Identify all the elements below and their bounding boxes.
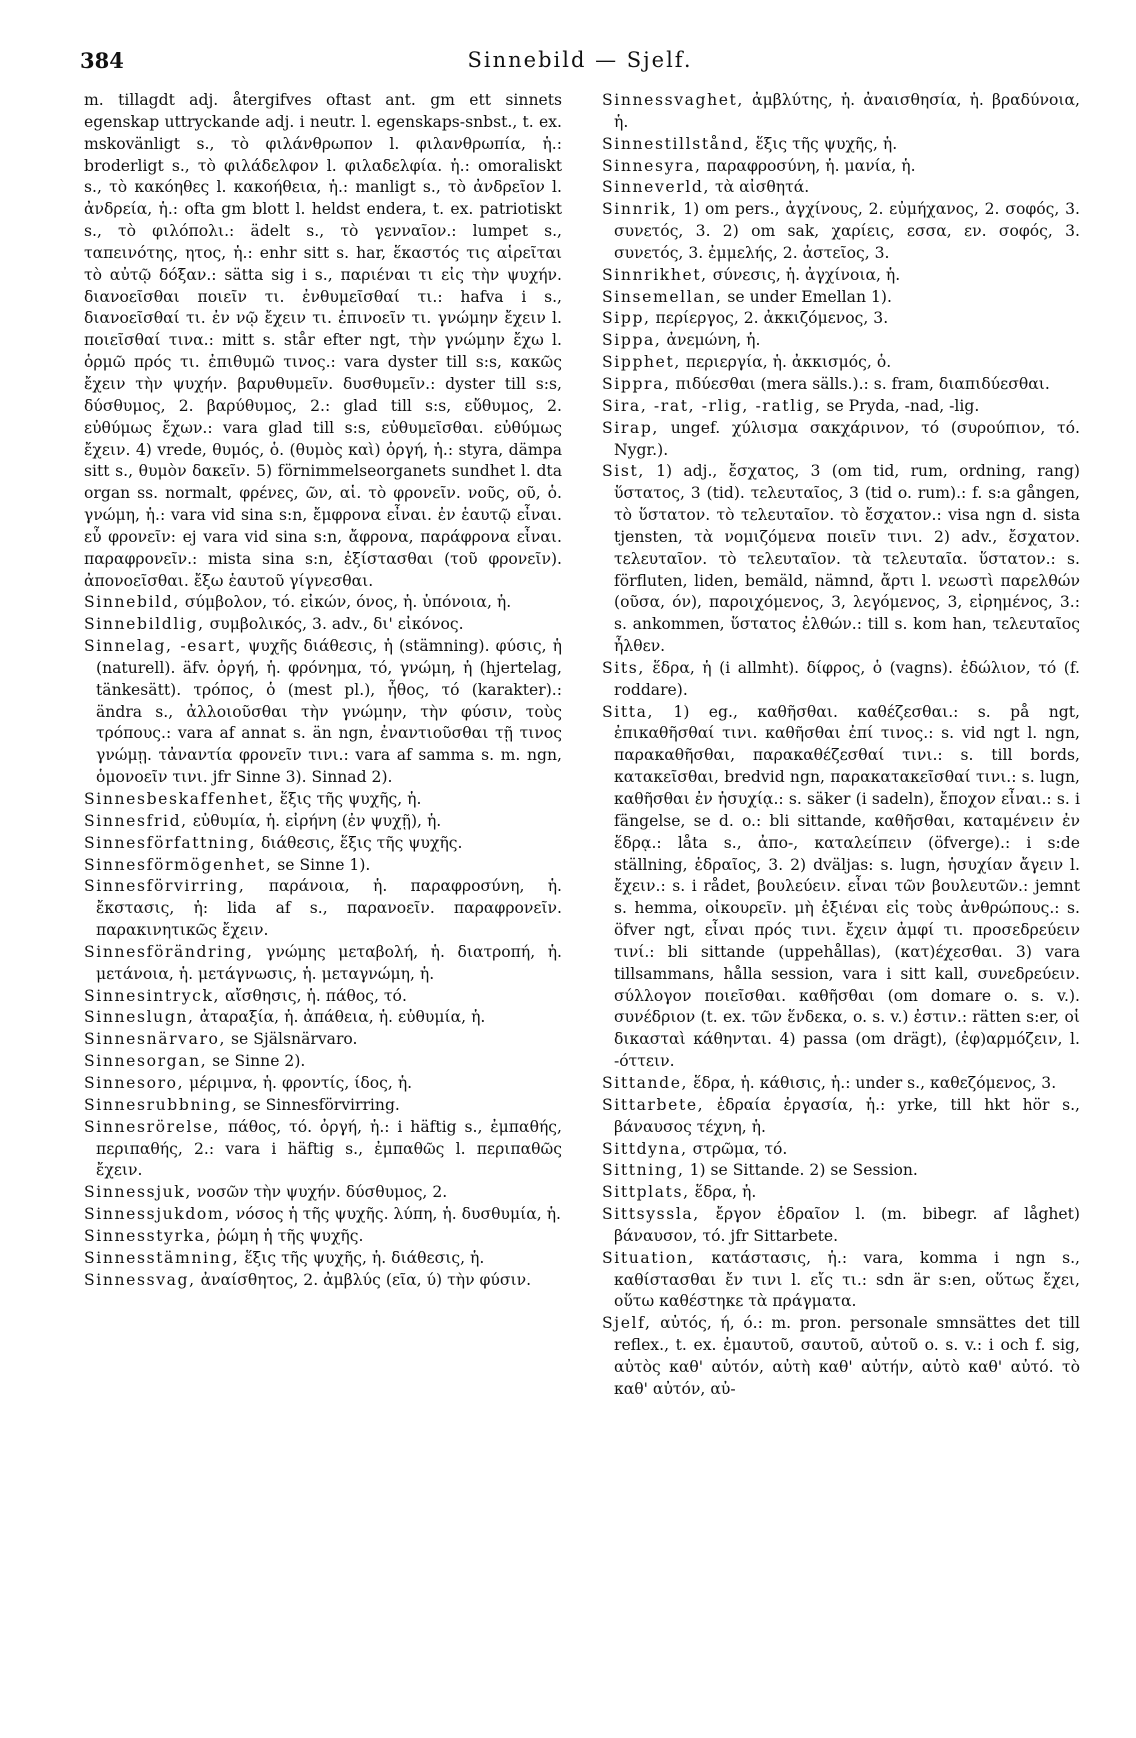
entry-headword: Sinnelag, -esart, xyxy=(84,637,243,656)
entry-definition: 1) eg., καθῆσθαι. καθέζεσθαι.: s. på ngt, ἐπικαθῆσθαί τινι. καθῆσθαι ἐπί τινος.: s. vid ngt l. ngn, παρακαθῆσθαι, παρακαθέζεσθαί τινι.: s. till bords, κατακεῖσθαι, bredvid ngn, παρακατακεῖσθαί τινι.: s. lugn, καθῆσθαι ἐν ἡσυχίᾳ.: s. säker (i sadeln), ἔποχον εἶναι.: s. i fängelse, se d. o.: bli sittande, καθῆσθαι, καταμένειν ἐν ἕδρᾳ.: låta s., ἀπο-, καταλείπειν (öfverge).: i s:de ställning, ἑδραῖος, 3. 2) dväljas: s. lugn, ἡσυχίαν ἄγειν l. ἔχειν.: s. i rådet, βουλεύειν. εἶναι τῶν βουλευτῶν.: jemnt s. hemma, οἰκουρεῖν. μὴ ἐξιέναι εἰς τοὺς ἀνθρώπους.: s. öfver ngt, εἶναι πρός τινι. ἔχειν ἀμφί τι. προσεδρεύειν τινί.: bli sittande (uppehållas), (κατ)έχεσθαι. 3) vara tillsammans, hålla session, vara i sitt kall, συνεδρεύειν. σύλλογον ποιεῖσθαι. καθῆσθαι (om domare o. s. v.). συνέδριον (t. ex. τῶν ἕνδεκα, o. s. v.) ἐστιν.: rätten s:er, οἱ δικασταὶ κάθηνται. 4) passa (om drägt), (ἐφ)αρμόζειν, l. -όττειν. xyxy=(614,702,1080,1071)
entry-headword: Sippa, xyxy=(602,331,662,350)
entry-headword: Sinnesförändring, xyxy=(84,942,254,961)
entry-headword: Sitta, xyxy=(602,702,655,721)
entry-headword: Sinnrikhet, xyxy=(602,265,708,284)
entry-headword: Sittplats, xyxy=(602,1183,690,1202)
entry-headword: Sinnessjukdom, xyxy=(84,1205,231,1224)
entry-definition: se under Emellan 1). xyxy=(722,287,892,306)
dictionary-entry xyxy=(602,177,1080,199)
dictionary-entry xyxy=(84,592,562,614)
entry-headword: Sinnesrubbning, xyxy=(84,1095,239,1114)
entry-headword: Sjelf, xyxy=(602,1314,652,1333)
dictionary-entry xyxy=(602,396,1080,418)
dictionary-entry xyxy=(84,1095,562,1117)
entry-definition: se Sinne 2). xyxy=(207,1052,306,1071)
entry-definition: 1) om pers., ἀγχίνους, 2. εὐμήχανος, 2. σοφός, 3. συνετός, 3. 2) om sak, χαρίεις, εσσα, εν. σοφός, 3. συνετός, 3. ἐμμελής, 2. ἀστεῖος, 3. xyxy=(614,200,1080,262)
entry-definition: ἑδραία ἐργασία, ἡ.: yrke, till hkt hör s., βάναυσος τέχνη, ἡ. xyxy=(614,1095,1080,1136)
entry-definition: se Pryda, -nad, -lig. xyxy=(821,396,980,415)
entry-headword: Sittsyssla, xyxy=(602,1205,700,1224)
dictionary-entry xyxy=(84,1204,562,1226)
dictionary-entry xyxy=(84,90,562,592)
dictionary-entry xyxy=(602,90,1080,134)
entry-headword: Sinnesförfattning, xyxy=(84,833,257,852)
entry-headword: Sinnesorgan, xyxy=(84,1052,208,1071)
entry-definition: μέριμνα, ἡ. φροντίς, ίδος, ἡ. xyxy=(184,1073,413,1092)
entry-definition: ungef. χύλισμα σακχάρινον, τό (συρούπιον, τό. Nygr.). xyxy=(614,418,1080,459)
page-header xyxy=(80,48,1080,78)
entry-definition: πιδύεσθαι (mera sälls.).: s. fram, διαπιδύεσθαι. xyxy=(670,374,1050,393)
entry-headword: Sinnesoro, xyxy=(84,1073,185,1092)
dictionary-entry xyxy=(84,636,562,789)
dictionary-entry xyxy=(602,1204,1080,1248)
dictionary-entry xyxy=(602,265,1080,287)
entry-definition: τὰ αἰσθητά. xyxy=(710,178,810,197)
entry-definition: παραφροσύνη, ἡ. μανία, ἡ. xyxy=(701,156,916,175)
entry-headword: Sinnesrörelse, xyxy=(84,1117,221,1136)
entry-definition: 1) se Sittande. 2) se Session. xyxy=(684,1161,918,1180)
entry-headword: Sinnesyra, xyxy=(602,156,702,175)
entry-headword: Sinnesbeskaffenhet, xyxy=(84,790,275,808)
entry-definition: ἕξις τῆς ψυχῆς, ἡ. διάθεσις, ἡ. xyxy=(239,1248,485,1267)
entry-definition: σύνεσις, ἡ. ἀγχίνοια, ἡ. xyxy=(707,265,901,284)
dictionary-entry xyxy=(602,1182,1080,1204)
entry-definition: se Sinne 1). xyxy=(272,855,371,874)
dictionary-entry xyxy=(602,418,1080,462)
dictionary-columns xyxy=(84,90,1080,1700)
entry-definition: se Sinnesförvirring. xyxy=(238,1095,400,1114)
dictionary-entry xyxy=(84,986,562,1008)
dictionary-entry xyxy=(84,1029,562,1051)
left-column xyxy=(84,90,562,1700)
entry-headword: Sinnesstyrka, xyxy=(84,1226,213,1245)
dictionary-entry xyxy=(84,1007,562,1029)
entry-definition: πάθος, τό. ὀργή, ἡ.: i häftig s., ἐμπαθής, περιπαθής, 2.: vara i häftig s., ἐμπαθῶς l. περιπαθῶς ἔχειν. xyxy=(96,1117,562,1180)
entry-definition: ἀνεμώνη, ἡ. xyxy=(661,331,761,350)
entry-definition: ἀμβλύτης, ἡ. ἀναισθησία, ἡ. βραδύνοια, ἡ. xyxy=(614,91,1080,131)
entry-headword: Sittning, xyxy=(602,1161,685,1180)
dictionary-entry xyxy=(602,199,1080,265)
entry-definition: κατάστασις, ἡ.: vara, komma i ngn s., καθίστασθαι ἔν τινι l. εἴς τι.: sdn är s:en, οὕτως ἔχει, οὕτω καθέστηκε τὰ πράγματα. xyxy=(614,1248,1080,1311)
entry-headword: Sinnesfrid, xyxy=(84,811,188,830)
entry-definition: γνώμης μεταβολή, ἡ. διατροπή, ἡ. μετάνοια, ἡ. μετάγνωσις, ἡ. μεταγνώμη, ἡ. xyxy=(96,942,562,983)
entry-definition: ἀναίσθητος, 2. ἀμβλύς (εῖα, ύ) τὴν φύσιν. xyxy=(195,1270,532,1289)
entry-definition: στρῶμα, τό. xyxy=(687,1139,788,1158)
dictionary-entry xyxy=(84,1182,562,1204)
dictionary-entry xyxy=(84,811,562,833)
dictionary-entry xyxy=(602,1248,1080,1314)
entry-definition: m. tillagdt adj. återgifves oftast ant. gm ett sinnets egenskap uttryckande adj. i neutr. l. egenskaps-snbst., t. ex. mskovänligt s., τὸ φιλάνθρωπον l. φιλανθρωπία, ἡ.: broderligt s., τὸ φιλάδελφον l. φιλαδελφία. ἡ.: omoraliskt s., τὸ κακόηθες l. κακοήθεια, ἡ.: manligt s., τὸ ἀνδρεῖον l. ἀνδρεία, ἡ.: ofta gm blott l. heldst endera, t. ex. patriotiskt s., τὸ φιλόπολι.: ädelt s., τὸ γενναῖον.: lumpet s., ταπεινότης, ητος, ἡ.: enhr sitt s. har, ἕκαστός τις αἱρεῖται τὸ αὐτῷ δόξαν.: sätta sig i s., παριέναι τι εἰς τὴν ψυχήν. διανοεῖσθαι ποιεῖν τι. ἐνθυμεῖσθαί τι.: hafva i s., διανοεῖσθαί τι. ἐν νῷ ἔχειν τι. ἐπινοεῖν τι. γνώμην ἔχειν l. ποιεῖσθαί τινα.: mitt s. står efter ngt, τὴν γνώμην ἔχω l. ὁρμῶ πρός τι. ἐπιθυμῶ τινος.: vara dyster till s:s, κακῶς ἔχειν τὴν ψυχήν. βαρυθυμεῖν. δυσθυμεῖν.: dyster till s:s, δύσθυμος, 2. βαρύθυμος, 2.: glad till s:s, εὔθυμος, 2. εὐθύμως ἔχων.: vara glad till s:s, εὐθυμεῖσθαι. εὐθύμως ἔχειν. 4) vrede, θυμός, ὁ. (θυμὸς καὶ) ὀργή, ἡ.: styra, dämpa sitt s., θυμὸν δακεῖν. 5) förnimmelseorganets sundhet l. dta organ ss. normalt, φρένες, ῶν, αἱ. τὸ φρονεῖν. νοῦς, οῦ, ὁ. γνώμη, ἡ.: vara vid sina s:n, ἔμφρονα εἶναι. ἐν ἑαυτῷ εἶναι. εὖ φρονεῖν: ej vara vid sina s:n, ἄφρονα, παράφρονα εἶναι. παραφρονεῖν.: mista sina s:n, ἐξίστασθαι (τοῦ φρονεῖν). ἀπονοεῖσθαι. ἔξω ἑαυτοῦ γίγνεσθαι. xyxy=(84,91,562,590)
entry-headword: Sinnessjuk, xyxy=(84,1183,192,1202)
entry-definition: ἕδρα, ἡ. xyxy=(689,1183,757,1202)
dictionary-entry xyxy=(84,942,562,986)
entry-definition: αὐτός, ή, ό.: m. pron. personale smnsättes det till reflex., t. ex. ἐμαυτοῦ, σαυτοῦ, αὐτοῦ o. s. v.: i och f. sig, αὐτὸς καθ' αὐτόν, αὐτὴ καθ' αὐτήν, αὐτὸ καθ' αὐτό. τὸ καθ' αὐτόν, αὐ- xyxy=(614,1314,1080,1398)
dictionary-entry xyxy=(84,833,562,855)
entry-definition: ἕξις τῆς ψυχῆς, ἡ. xyxy=(274,790,422,808)
entry-headword: Sinnrik, xyxy=(602,200,678,219)
entry-headword: Sinnebildlig, xyxy=(84,615,205,634)
dictionary-entry xyxy=(602,352,1080,374)
entry-definition: ἔργον ἑδραῖον l. (m. bibegr. af låghet) βάναυσον, τό. jfr Sittarbete. xyxy=(614,1205,1080,1245)
entry-definition: διάθεσις, ἕξις τῆς ψυχῆς. xyxy=(256,833,463,852)
entry-definition: συμβολικός, 3. adv., δι' εἰκόνος. xyxy=(204,615,464,634)
entry-headword: Sinnestillstånd, xyxy=(602,134,751,153)
dictionary-entry xyxy=(602,134,1080,156)
entry-definition: ἕδρα, ἡ. κάθισις, ἡ.: under s., καθεζόμενος, 3. xyxy=(688,1073,1057,1092)
running-head: Sinnebild — Sjelf. xyxy=(467,48,693,72)
entry-headword: Sippra, xyxy=(602,374,671,393)
dictionary-entry xyxy=(84,1226,562,1248)
dictionary-entry xyxy=(84,876,562,942)
dictionary-entry xyxy=(602,658,1080,702)
entry-headword: Sinnesförmögenhet, xyxy=(84,855,273,874)
entry-headword: Sinnesförvirring, xyxy=(84,877,246,896)
entry-definition: περίεργος, 2. ἀκκιζόμενος, 3. xyxy=(650,309,889,328)
entry-headword: Sittande, xyxy=(602,1073,689,1092)
entry-headword: Sinnessvaghet, xyxy=(602,91,744,109)
entry-headword: Sittarbete, xyxy=(602,1095,705,1114)
dictionary-entry xyxy=(84,1073,562,1095)
entry-definition: ἀταραξία, ἡ. ἀπάθεια, ἡ. εὐθυμία, ἡ. xyxy=(194,1008,486,1027)
entry-headword: Sinnessvag, xyxy=(84,1270,196,1289)
entry-definition: ῥώμη ἡ τῆς ψυχῆς. xyxy=(212,1226,364,1245)
entry-headword: Situation, xyxy=(602,1248,695,1267)
dictionary-entry xyxy=(84,1248,562,1270)
entry-definition: ψυχῆς διάθεσις, ἡ (stämning). φύσις, ἡ (naturell). äfv. ὀργή, ἡ. φρόνημα, τό, γνώμη, ἡ (hjertelag, tänkesätt). τρόπος, ὁ (mest pl.), ἦθος, τό (karakter).: ändra s., ἀλλοιοῦσθαι τὴν γνώμην, τὴν φύσιν, τοὺς τρόπους.: vara af annat s. än ngn, ἐναντιοῦσθαι τῇ τινος γνώμῃ. τἀναντία φρονεῖν τινι.: vara af samma s. m. ngn, ὁμονοεῖν τινι. jfr Sinne 3). Sinnad 2). xyxy=(96,637,562,787)
dictionary-entry xyxy=(84,1270,562,1292)
entry-headword: Sinneslugn, xyxy=(84,1008,195,1027)
dictionary-entry xyxy=(84,1117,562,1183)
entry-headword: Sinnesstämning, xyxy=(84,1248,240,1267)
entry-definition: σύμβολον, τό. εἰκών, όνος, ἡ. ὑπόνοια, ἡ. xyxy=(179,593,512,612)
entry-definition: νοσῶν τὴν ψυχήν. δύσθυμος, 2. xyxy=(191,1183,448,1202)
dictionary-entry xyxy=(602,461,1080,658)
dictionary-entry xyxy=(602,308,1080,330)
entry-headword: Sinnesnärvaro, xyxy=(84,1030,227,1049)
entry-definition: εὐθυμία, ἡ. εἰρήνη (ἐν ψυχῇ), ἡ. xyxy=(187,811,442,830)
entry-headword: Sirap, xyxy=(602,418,659,437)
entry-headword: Sipp, xyxy=(602,309,651,328)
entry-definition: παράνοια, ἡ. παραφροσύνη, ἡ. ἔκστασις, ἡ: lida af s., παρανοεῖν. παραφρονεῖν. παρακινητικῶς ἔχειν. xyxy=(96,877,562,940)
entry-definition: ἕξις τῆς ψυχῆς, ἡ. xyxy=(750,134,898,153)
dictionary-entry xyxy=(602,156,1080,178)
dictionary-entry xyxy=(602,1139,1080,1161)
entry-headword: Sinnesintryck, xyxy=(84,986,221,1005)
entry-definition: περιεργία, ἡ. ἀκκισμός, ὁ. xyxy=(680,353,892,372)
dictionary-entry xyxy=(602,287,1080,309)
page-number: 384 xyxy=(80,48,124,73)
entry-headword: Sinnebild, xyxy=(84,593,180,612)
dictionary-entry xyxy=(602,1095,1080,1139)
entry-headword: Sinneverld, xyxy=(602,178,711,197)
dictionary-entry xyxy=(602,374,1080,396)
dictionary-entry xyxy=(84,1051,562,1073)
entry-definition: ἕδρα, ἡ (i allmht). δίφρος, ὁ (vagns). ἐδώλιον, τό (f. roddare). xyxy=(614,658,1080,699)
entry-headword: Sits, xyxy=(602,658,645,677)
entry-definition: se Själsnärvaro. xyxy=(226,1030,358,1049)
dictionary-entry xyxy=(602,330,1080,352)
entry-definition: αἴσθησις, ἡ. πάθος, τό. xyxy=(220,986,407,1005)
entry-headword: Sira, -rat, -rlig, -ratlig, xyxy=(602,396,822,415)
dictionary-entry xyxy=(602,1073,1080,1095)
entry-definition: νόσος ἡ τῆς ψυχῆς. λύπη, ἡ. δυσθυμία, ἡ. xyxy=(230,1205,561,1224)
entry-headword: Sinsemellan, xyxy=(602,287,723,306)
entry-headword: Sist, xyxy=(602,462,645,481)
right-column xyxy=(602,90,1080,1700)
dictionary-entry xyxy=(602,1313,1080,1400)
dictionary-entry xyxy=(84,855,562,877)
dictionary-entry xyxy=(84,614,562,636)
dictionary-entry xyxy=(84,789,562,811)
entry-headword: Sipphet, xyxy=(602,353,681,372)
dictionary-entry xyxy=(602,1160,1080,1182)
dictionary-entry xyxy=(602,702,1080,1073)
entry-headword: Sittdyna, xyxy=(602,1139,688,1158)
entry-definition: 1) adj., ἔσχατος, 3 (om tid, rum, ordning, rang) ὕστατος, 3 (tid). τελευταῖος, 3 (tid o. rum).: f. s:a gången, τὸ ὕστατον. τὸ τελευταῖον. τὸ ἔσχατον.: visa ngn d. sista tjensten, τὰ νομιζόμενα ποιεῖν τινι. 2) adv., ἔσχατον. τελευταῖον. τὸ τελευταῖον. τὰ τελευταῖα. ὕστατον.: s. förfluten, liden, bemäld, nämnd, ἄρτι l. νεωστὶ παρελθών (οῦσα, όν), παροιχόμενος, 3, λεγόμενος, 3, εἰρημένος, 3.: s. ankommen, ὕστατος ἐλθών.: till s. kom han, τελευταῖος ἦλθεν. xyxy=(614,462,1080,656)
